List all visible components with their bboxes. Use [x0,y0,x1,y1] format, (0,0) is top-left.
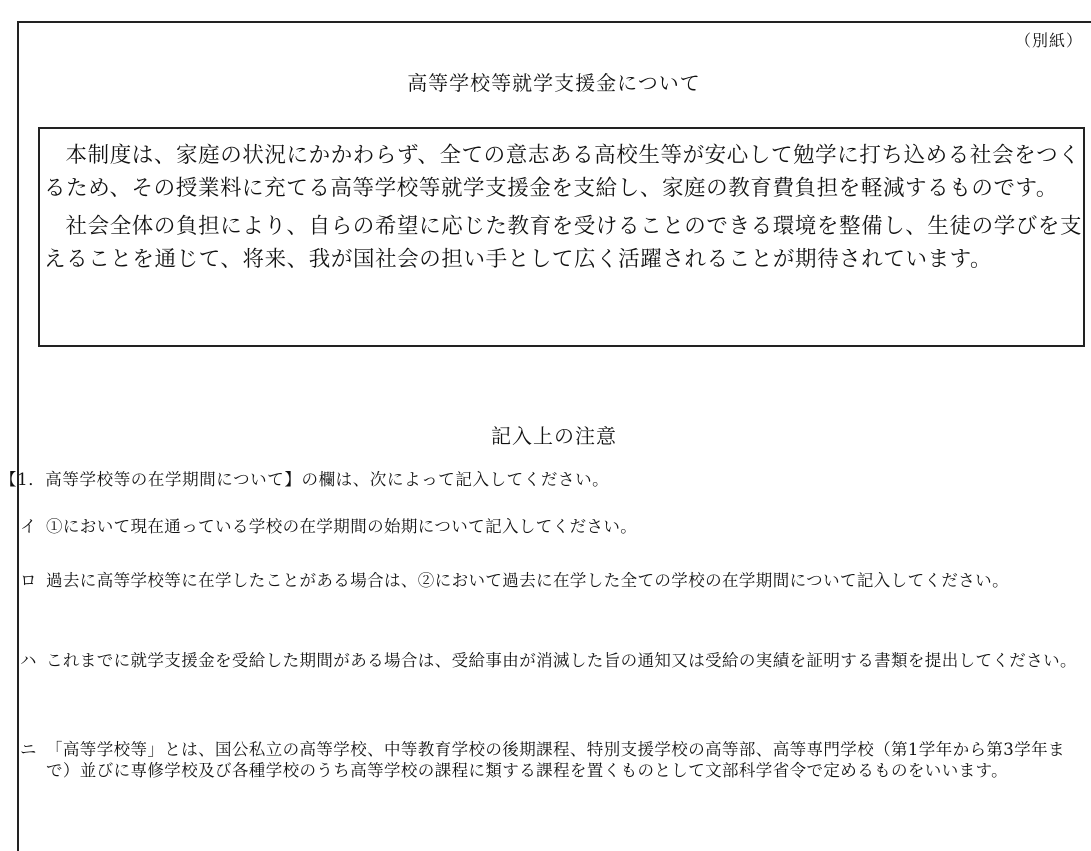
note-item-ro [20,570,1080,591]
intro-paragraph-2: 社会全体の負担により、自らの希望に応じた教育を受けることのできる環境を整備し、生徒の学びを支えることを通じて、将来、我が国社会の担い手として広く活躍されることが期待されています。 [44,214,1083,272]
note-item-ha [20,650,1080,671]
note-text: 過去に高等学校等に在学したことがある場合は、②において過去に在学した全ての学校の在学期間について記入してください。 [46,571,1009,590]
note-text: これまでに就学支援金を受給した期間がある場合は、受給事由が消滅した旨の通知又は受給の実績を証明する書類を提出してください。 [46,651,1077,670]
intro-paragraph-1: 本制度は、家庭の状況にかかわらず、全ての意志ある高校生等が安心して勉学に打ち込める社会をつくるため、その授業料に充てる高等学校等就学支援金を支給し、家庭の教育費負担を軽減するものです。 [44,143,1081,201]
note-text: ①において現在通っている学校の在学期間の始期について記入してください。 [46,517,638,536]
attachment-label: （別紙） [1014,31,1083,50]
note-marker: ハ [20,651,37,670]
note-marker: イ [20,517,37,536]
note-marker: ニ [20,740,37,759]
note-text: 「高等学校等」とは、国公私立の高等学校、中等教育学校の後期課程、特別支援学校の高等部、高等専門学校（第1学年から第3学年まで）並びに専修学校及び各種学校のうち高等学校の課程に類する課程を置くものとして文部科学省令で定めるものをいいます。 [46,740,1065,780]
note-marker: ロ [20,571,37,590]
intro-box [38,127,1085,347]
note-item-ni [20,739,1080,781]
notes-title: 記入上の注意 [491,424,617,448]
section-heading: 【1．高等学校等の在学期間について】の欄は、次によって記入してください。 [0,470,610,489]
document-title: 高等学校等就学支援金について [407,71,701,95]
note-item-i [20,516,1080,537]
